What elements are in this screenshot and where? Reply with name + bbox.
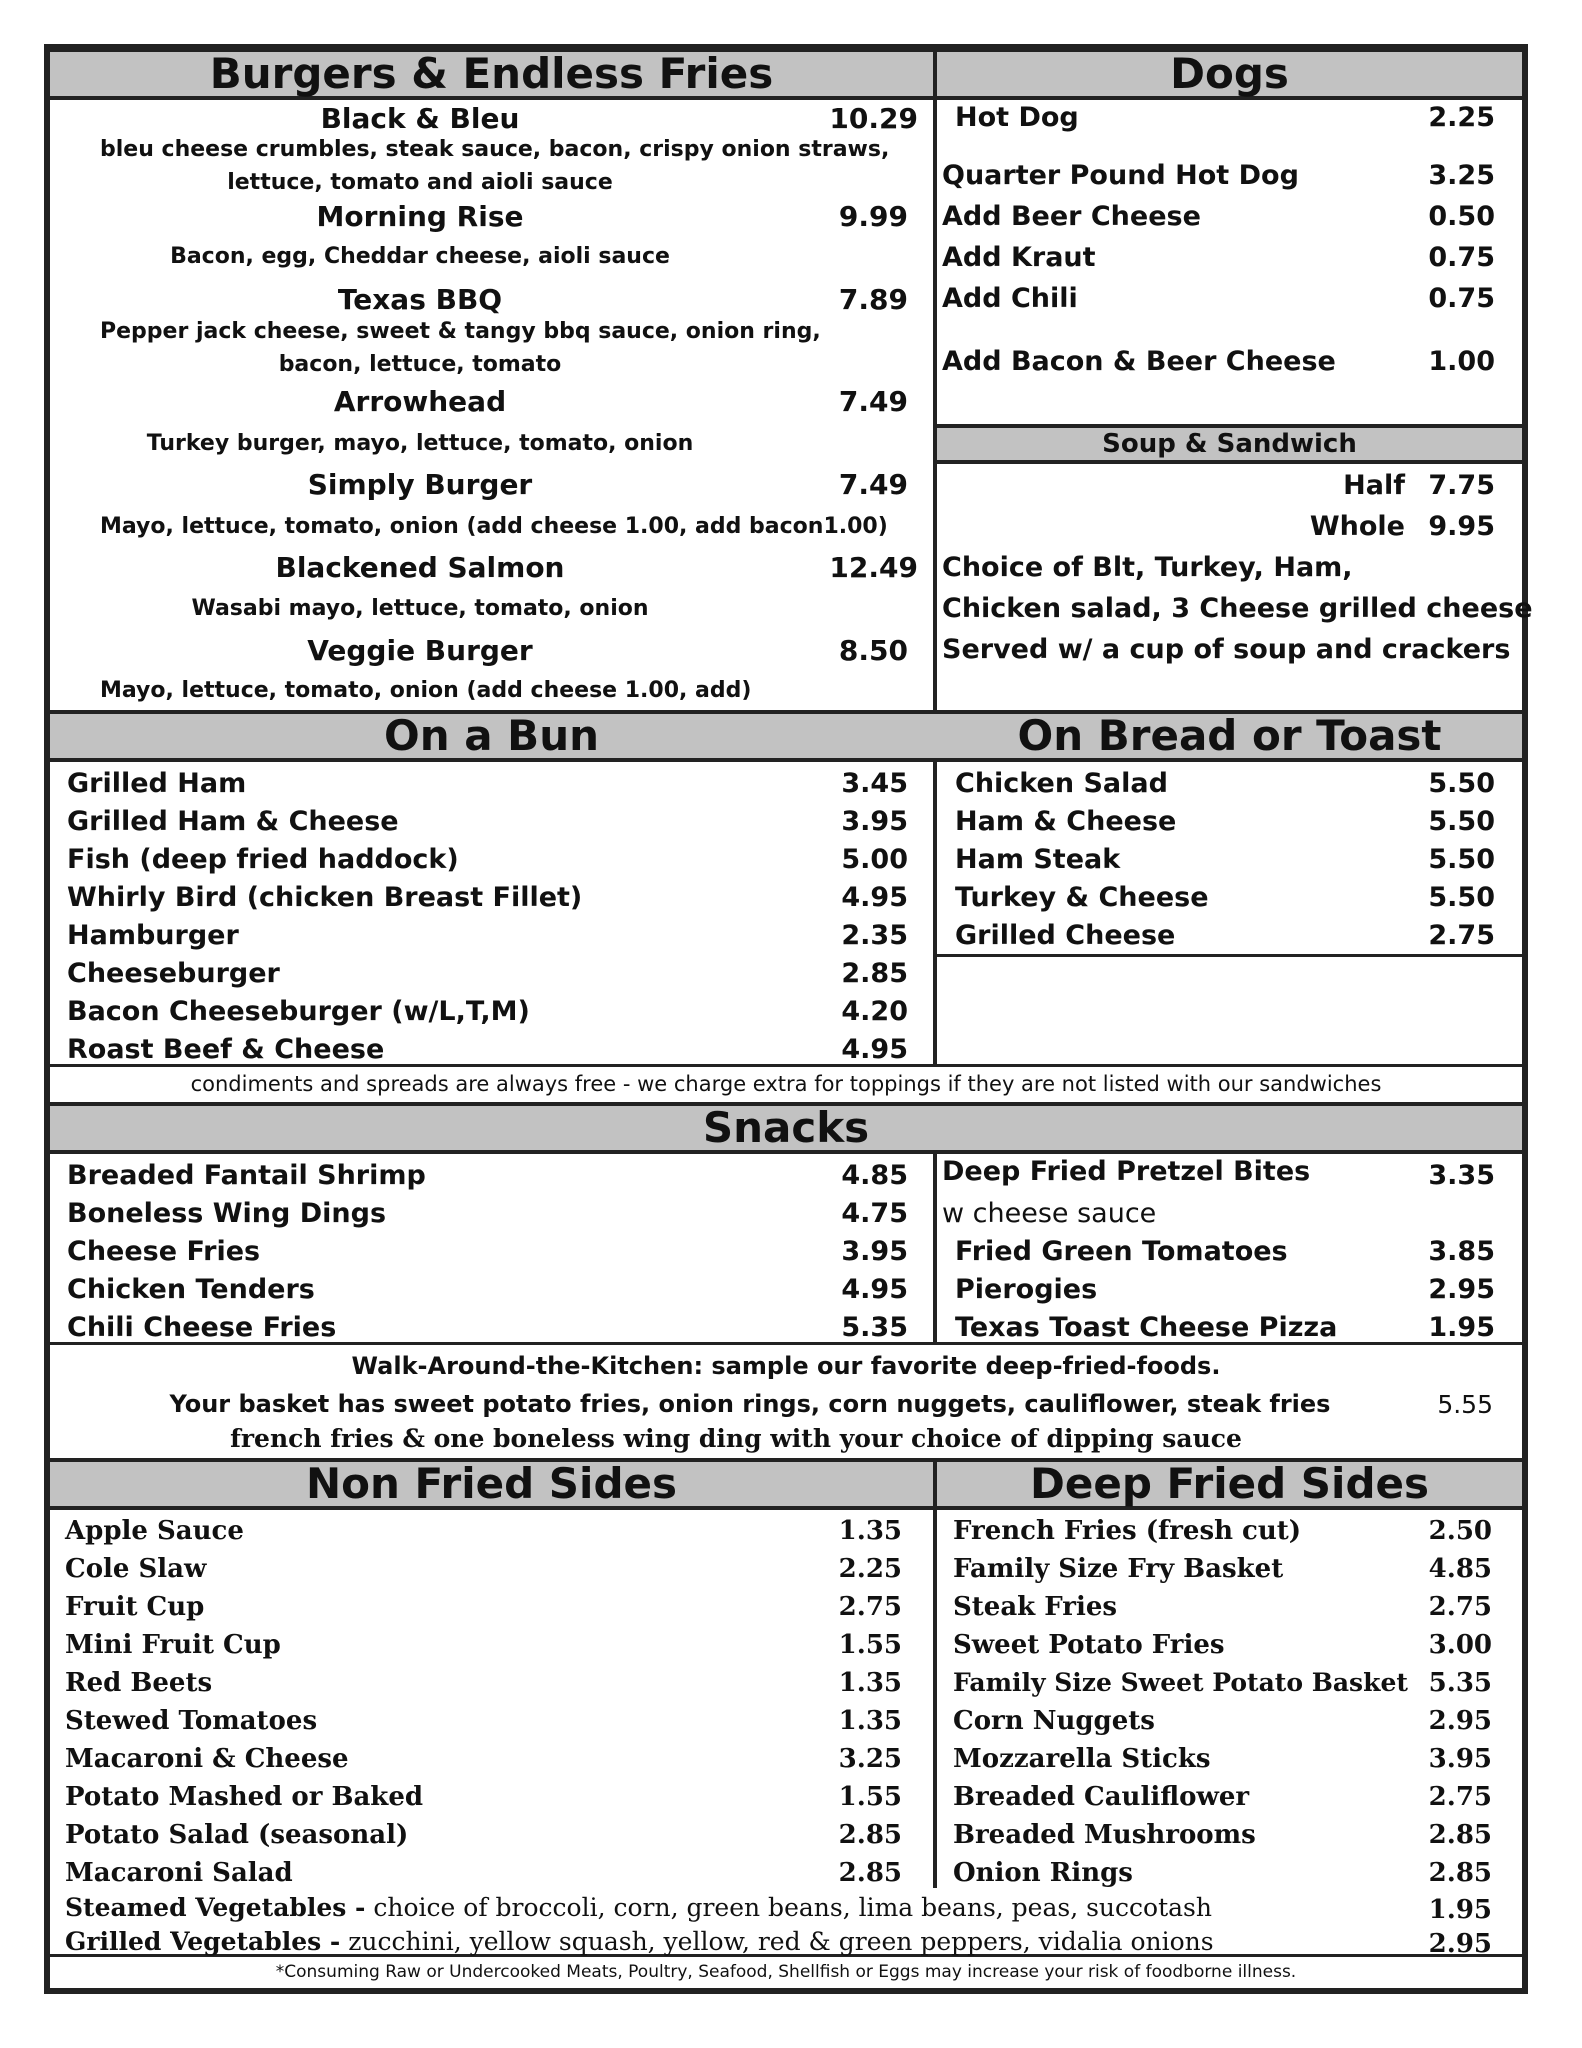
side-price: 2.75 <box>838 1592 902 1622</box>
burger-price: 8.50 <box>838 634 908 667</box>
bread-item-price: 5.50 <box>1428 844 1495 875</box>
side-name: French Fries (fresh cut) <box>953 1516 1302 1546</box>
burger-price: 7.49 <box>838 468 908 501</box>
side-name: Potato Salad (seasonal) <box>65 1820 409 1850</box>
burger-desc: Turkey burger, mayo, lettuce, tomato, onion <box>146 431 694 456</box>
side-price: 1.55 <box>838 1782 902 1812</box>
side-price: 1.35 <box>838 1516 902 1546</box>
bun-item-price: 3.45 <box>841 768 908 799</box>
burger-name: Black & Bleu <box>320 102 520 135</box>
snacks-title: Snacks <box>702 1103 870 1152</box>
snack-price: 4.85 <box>841 1160 908 1191</box>
bun-item-name: Grilled Ham <box>67 768 247 799</box>
dog-price: 0.75 <box>1428 242 1495 273</box>
bread-list-divider <box>937 954 1522 957</box>
on-bread-title: On Bread or Toast <box>1017 711 1442 760</box>
snack-name: Deep Fried Pretzel Bites <box>942 1156 1311 1187</box>
dog-name: Add Chili <box>942 283 1078 314</box>
side-name: Corn Nuggets <box>953 1706 1155 1736</box>
burger-price: 7.89 <box>838 283 908 316</box>
soup-sandwich-header <box>937 424 1522 464</box>
bread-item-price: 5.50 <box>1428 882 1495 913</box>
snack-name: Fried Green Tomatoes <box>955 1236 1288 1267</box>
vegetable-name: Steamed Vegetables - <box>65 1893 366 1922</box>
vegetable-price: 1.95 <box>1428 1895 1492 1925</box>
side-price: 3.95 <box>1428 1744 1492 1774</box>
bread-item-name: Grilled Cheese <box>955 920 1176 951</box>
row2-divider <box>933 762 937 1066</box>
bun-item-price: 5.00 <box>841 844 908 875</box>
snack-price: 4.75 <box>841 1198 908 1229</box>
walk-line-1: Walk-Around-the-Kitchen: sample our favorite deep-fried-foods. <box>351 1352 1221 1380</box>
non-fried-title: Non Fried Sides <box>305 1459 677 1508</box>
bread-item-price: 5.50 <box>1428 806 1495 837</box>
burger-name: Arrowhead <box>333 385 507 418</box>
dog-price: 3.25 <box>1428 160 1495 191</box>
side-name: Mozzarella Sticks <box>953 1744 1211 1774</box>
burger-price: 7.49 <box>838 385 908 418</box>
dog-name: Add Beer Cheese <box>942 201 1201 232</box>
snack-price: 3.95 <box>841 1236 908 1267</box>
burger-desc: lettuce, tomato and aioli sauce <box>227 170 613 195</box>
soup-option-name: Half <box>1343 470 1405 501</box>
side-name: Breaded Cauliflower <box>953 1782 1250 1812</box>
burger-name: Veggie Burger <box>307 634 533 667</box>
side-name: Sweet Potato Fries <box>953 1630 1225 1660</box>
bread-item-price: 5.50 <box>1428 768 1495 799</box>
walk-line-2: Your basket has sweet potato fries, onion rings, corn nuggets, cauliflower, steak fries <box>169 1390 1331 1418</box>
row2-header-bar <box>50 710 1522 762</box>
burger-desc: Mayo, lettuce, tomato, onion (add cheese 1.00, add) <box>100 678 752 703</box>
side-price: 1.55 <box>838 1630 902 1660</box>
side-name: Macaroni & Cheese <box>65 1744 349 1774</box>
side-price: 1.35 <box>838 1706 902 1736</box>
soup-sandwich-line: Served w/ a cup of soup and crackers <box>942 634 1511 665</box>
snack-price: 2.95 <box>1428 1274 1495 1305</box>
burger-desc: Wasabi mayo, lettuce, tomato, onion <box>191 596 649 621</box>
bun-item-name: Grilled Ham & Cheese <box>67 806 399 837</box>
soup-sandwich-line: Chicken salad, 3 Cheese grilled cheese <box>942 593 1533 624</box>
vegetable-price: 2.95 <box>1428 1929 1492 1959</box>
dog-price: 0.50 <box>1428 201 1495 232</box>
burger-desc: bacon, lettuce, tomato <box>278 352 562 377</box>
side-name: Red Beets <box>65 1668 213 1698</box>
side-price: 1.35 <box>838 1668 902 1698</box>
burger-price: 10.29 <box>829 102 918 135</box>
burger-desc: Bacon, egg, Cheddar cheese, aioli sauce <box>170 244 670 269</box>
side-name: Family Size Fry Basket <box>953 1554 1284 1584</box>
dog-price: 2.25 <box>1428 102 1495 133</box>
side-price: 2.85 <box>1428 1858 1492 1888</box>
bun-item-price: 3.95 <box>841 806 908 837</box>
deep-fried-title: Deep Fried Sides <box>1030 1459 1429 1508</box>
dog-name: Hot Dog <box>955 102 1079 133</box>
soup-option-name: Whole <box>1309 511 1405 542</box>
side-price: 2.95 <box>1428 1706 1492 1736</box>
bun-item-name: Fish (deep fried haddock) <box>67 844 459 875</box>
disclaimer: *Consuming Raw or Undercooked Meats, Poultry, Seafood, Shellfish or Eggs may increase your risk of foodborne illness. <box>275 1962 1297 1982</box>
snack-subtext: w cheese sauce <box>942 1198 1157 1229</box>
side-price: 2.25 <box>838 1554 902 1584</box>
vegetable-desc: zucchini, yellow squash, yellow, red & green peppers, vidalia onions <box>340 1927 1214 1956</box>
dog-name: Quarter Pound Hot Dog <box>942 160 1299 191</box>
bun-item-price: 2.35 <box>841 920 908 951</box>
snack-price: 1.95 <box>1428 1312 1495 1343</box>
vegetable-name: Grilled Vegetables - <box>65 1927 341 1956</box>
burger-name: Simply Burger <box>307 468 533 501</box>
on-a-bun-title: On a Bun <box>383 711 599 760</box>
burger-price: 9.99 <box>838 200 908 233</box>
bun-item-name: Roast Beef & Cheese <box>67 1034 385 1065</box>
bread-item-name: Ham & Cheese <box>955 806 1177 837</box>
soup-sandwich-line: Choice of Blt, Turkey, Ham, <box>942 552 1353 583</box>
snack-name: Cheese Fries <box>67 1236 261 1267</box>
snack-price: 5.35 <box>841 1312 908 1343</box>
row1-header-bar <box>50 48 1522 100</box>
snacks-header <box>50 1102 1522 1154</box>
walk-price: 5.55 <box>1437 1390 1493 1419</box>
side-name: Fruit Cup <box>65 1592 205 1622</box>
dogs-title: Dogs <box>1170 49 1289 98</box>
bun-item-name: Cheeseburger <box>67 958 280 989</box>
bun-item-price: 4.95 <box>841 1034 908 1065</box>
side-price: 5.35 <box>1428 1668 1492 1698</box>
bread-item-name: Chicken Salad <box>955 768 1168 799</box>
side-price: 2.85 <box>1428 1820 1492 1850</box>
side-name: Potato Mashed or Baked <box>65 1782 424 1812</box>
side-price: 3.00 <box>1428 1630 1492 1660</box>
side-name: Stewed Tomatoes <box>65 1706 318 1736</box>
bun-item-name: Hamburger <box>67 920 239 951</box>
soup-option-price: 7.75 <box>1428 470 1495 501</box>
snack-price: 4.95 <box>841 1274 908 1305</box>
side-price: 3.25 <box>838 1744 902 1774</box>
bun-item-price: 4.95 <box>841 882 908 913</box>
burger-name: Morning Rise <box>316 200 524 233</box>
side-price: 2.85 <box>838 1820 902 1850</box>
side-name: Cole Slaw <box>65 1554 207 1584</box>
side-name: Steak Fries <box>953 1592 1117 1622</box>
side-price: 2.85 <box>838 1858 902 1888</box>
snack-name: Texas Toast Cheese Pizza <box>955 1312 1338 1343</box>
burger-desc: bleu cheese crumbles, steak sauce, bacon, crispy onion straws, <box>100 137 890 162</box>
burger-name: Texas BBQ <box>337 283 503 316</box>
walk-line-3: french fries & one boneless wing ding with your choice of dipping sauce <box>230 1424 1242 1453</box>
burger-price: 12.49 <box>829 551 918 584</box>
snack-name: Breaded Fantail Shrimp <box>67 1160 426 1191</box>
side-name: Family Size Sweet Potato Basket <box>953 1668 1408 1697</box>
side-price: 2.75 <box>1428 1592 1492 1622</box>
bun-item-name: Bacon Cheeseburger (w/L,T,M) <box>67 996 530 1027</box>
side-price: 2.75 <box>1428 1782 1492 1812</box>
side-price: 2.50 <box>1428 1516 1492 1546</box>
row1-divider <box>933 48 937 710</box>
dog-price: 0.75 <box>1428 283 1495 314</box>
burgers-title: Burgers & Endless Fries <box>209 49 774 98</box>
dog-name: Add Bacon & Beer Cheese <box>942 346 1336 377</box>
dog-price: 1.00 <box>1428 346 1495 377</box>
bun-item-name: Whirly Bird (chicken Breast Fillet) <box>67 882 583 913</box>
bread-item-price: 2.75 <box>1428 920 1495 951</box>
dog-name: Add Kraut <box>942 242 1096 273</box>
snack-price: 3.85 <box>1428 1236 1495 1267</box>
snack-name: Chicken Tenders <box>67 1274 315 1305</box>
condiments-note: condiments and spreads are always free - we charge extra for toppings if they are not listed with our sandwiches <box>190 1072 1382 1096</box>
burger-name: Blackened Salmon <box>275 551 565 584</box>
row4-divider <box>933 1458 937 1888</box>
vegetable-row <box>65 1893 1212 1922</box>
soup-option-price: 9.95 <box>1428 511 1495 542</box>
snack-name: Pierogies <box>955 1274 1098 1305</box>
snack-price: 3.35 <box>1428 1160 1495 1191</box>
row4-header-bar <box>50 1458 1522 1510</box>
side-name: Mini Fruit Cup <box>65 1630 281 1660</box>
side-name: Apple Sauce <box>65 1516 244 1546</box>
soup-sandwich-title: Soup & Sandwich <box>1102 429 1357 459</box>
side-price: 4.85 <box>1428 1554 1492 1584</box>
side-name: Onion Rings <box>953 1858 1133 1888</box>
snack-name: Chili Cheese Fries <box>67 1312 337 1343</box>
side-name: Macaroni Salad <box>65 1858 293 1888</box>
bun-item-price: 4.20 <box>841 996 908 1027</box>
bun-item-price: 2.85 <box>841 958 908 989</box>
row3-divider <box>933 1154 937 1344</box>
bread-item-name: Turkey & Cheese <box>955 882 1209 913</box>
bread-item-name: Ham Steak <box>955 844 1121 875</box>
snack-name: Boneless Wing Dings <box>67 1198 387 1229</box>
burger-desc: Pepper jack cheese, sweet & tangy bbq sauce, onion ring, <box>100 319 821 344</box>
side-name: Breaded Mushrooms <box>953 1820 1256 1850</box>
vegetable-desc: choice of broccoli, corn, green beans, lima beans, peas, succotash <box>365 1893 1212 1922</box>
vegetable-row <box>65 1927 1214 1956</box>
burger-desc: Mayo, lettuce, tomato, onion (add cheese 1.00, add bacon1.00) <box>100 514 888 539</box>
